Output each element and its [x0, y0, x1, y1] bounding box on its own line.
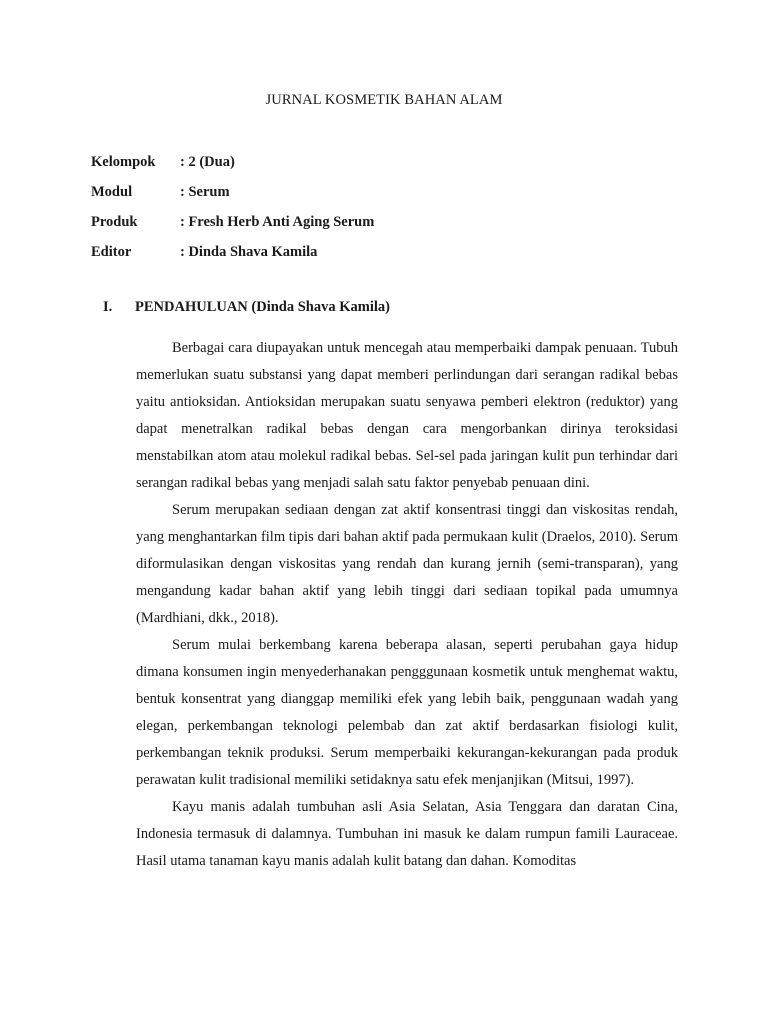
meta-row-kelompok — [91, 150, 374, 180]
paragraph: Serum merupakan sediaan dengan zat aktif konsentrasi tinggi dan viskositas rendah, yang menghantarkan film tipis dari bahan aktif pada permukaan kulit (Draelos, 2010). Serum diformulasikan dengan viskositas yang rendah dan kurang jernih (semi-transparan), yang mengandung kadar bahan aktif yang lebih tinggi dari sediaan topikal pada umumnya (Mardhiani, dkk., 2018). — [136, 502, 678, 626]
meta-row-modul — [91, 180, 374, 210]
section-title: PENDAHULUAN (Dinda Shava Kamila) — [135, 299, 390, 315]
meta-row-editor — [91, 240, 374, 270]
paragraph: Berbagai cara diupayakan untuk mencegah atau memperbaiki dampak penuaan. Tubuh memerlukan suatu substansi yang dapat memberi perlindungan dari serangan radikal bebas yaitu antioksidan. Antioksidan merupakan suatu senyawa pemberi elektron (reduktor) yang dapat menetralkan radikal bebas dengan cara mengorbankan dirinya teroksidasi menstabilkan atom atau molekul radikal bebas. Sel-sel pada jaringan kulit pun terhindar dari serangan radikal bebas yang menjadi salah satu faktor penyebab penuaan dini. — [136, 340, 678, 491]
section-number: I. — [103, 299, 113, 315]
meta-label: Kelompok — [91, 154, 156, 170]
meta-label: Editor — [91, 244, 132, 260]
meta-value: : Serum — [180, 184, 230, 200]
body-text — [136, 335, 678, 875]
meta-value: : Fresh Herb Anti Aging Serum — [180, 214, 375, 230]
section-heading — [103, 299, 390, 316]
meta-value: : Dinda Shava Kamila — [180, 244, 318, 260]
meta-label: Produk — [91, 214, 138, 230]
metadata-block — [91, 150, 374, 270]
meta-label: Modul — [91, 184, 133, 200]
paragraph: Serum mulai berkembang karena beberapa alasan, seperti perubahan gaya hidup dimana konsumen ingin menyederhanakan pengggunaan kosmetik untuk menghemat waktu, bentuk konsentrat yang dianggap memiliki efek yang lebih baik, penggunaan wadah yang elegan, perkembangan teknologi pelembab dan zat aktif berdasarkan fisiologi kulit, perkembangan teknik produksi. Serum memperbaiki kekurangan-kekurangan pada produk perawatan kulit tradisional memiliki setidaknya satu efek menjanjikan (Mitsui, 1997). — [136, 637, 678, 788]
document-title: JURNAL KOSMETIK BAHAN ALAM — [265, 92, 503, 108]
meta-value: : 2 (Dua) — [180, 154, 235, 170]
meta-row-produk — [91, 210, 374, 240]
paragraph: Kayu manis adalah tumbuhan asli Asia Selatan, Asia Tenggara dan daratan Cina, Indonesia termasuk di dalamnya. Tumbuhan ini masuk ke dalam rumpun famili Lauraceae. Hasil utama tanaman kayu manis adalah kulit batang dan dahan. Komoditas — [136, 799, 678, 869]
